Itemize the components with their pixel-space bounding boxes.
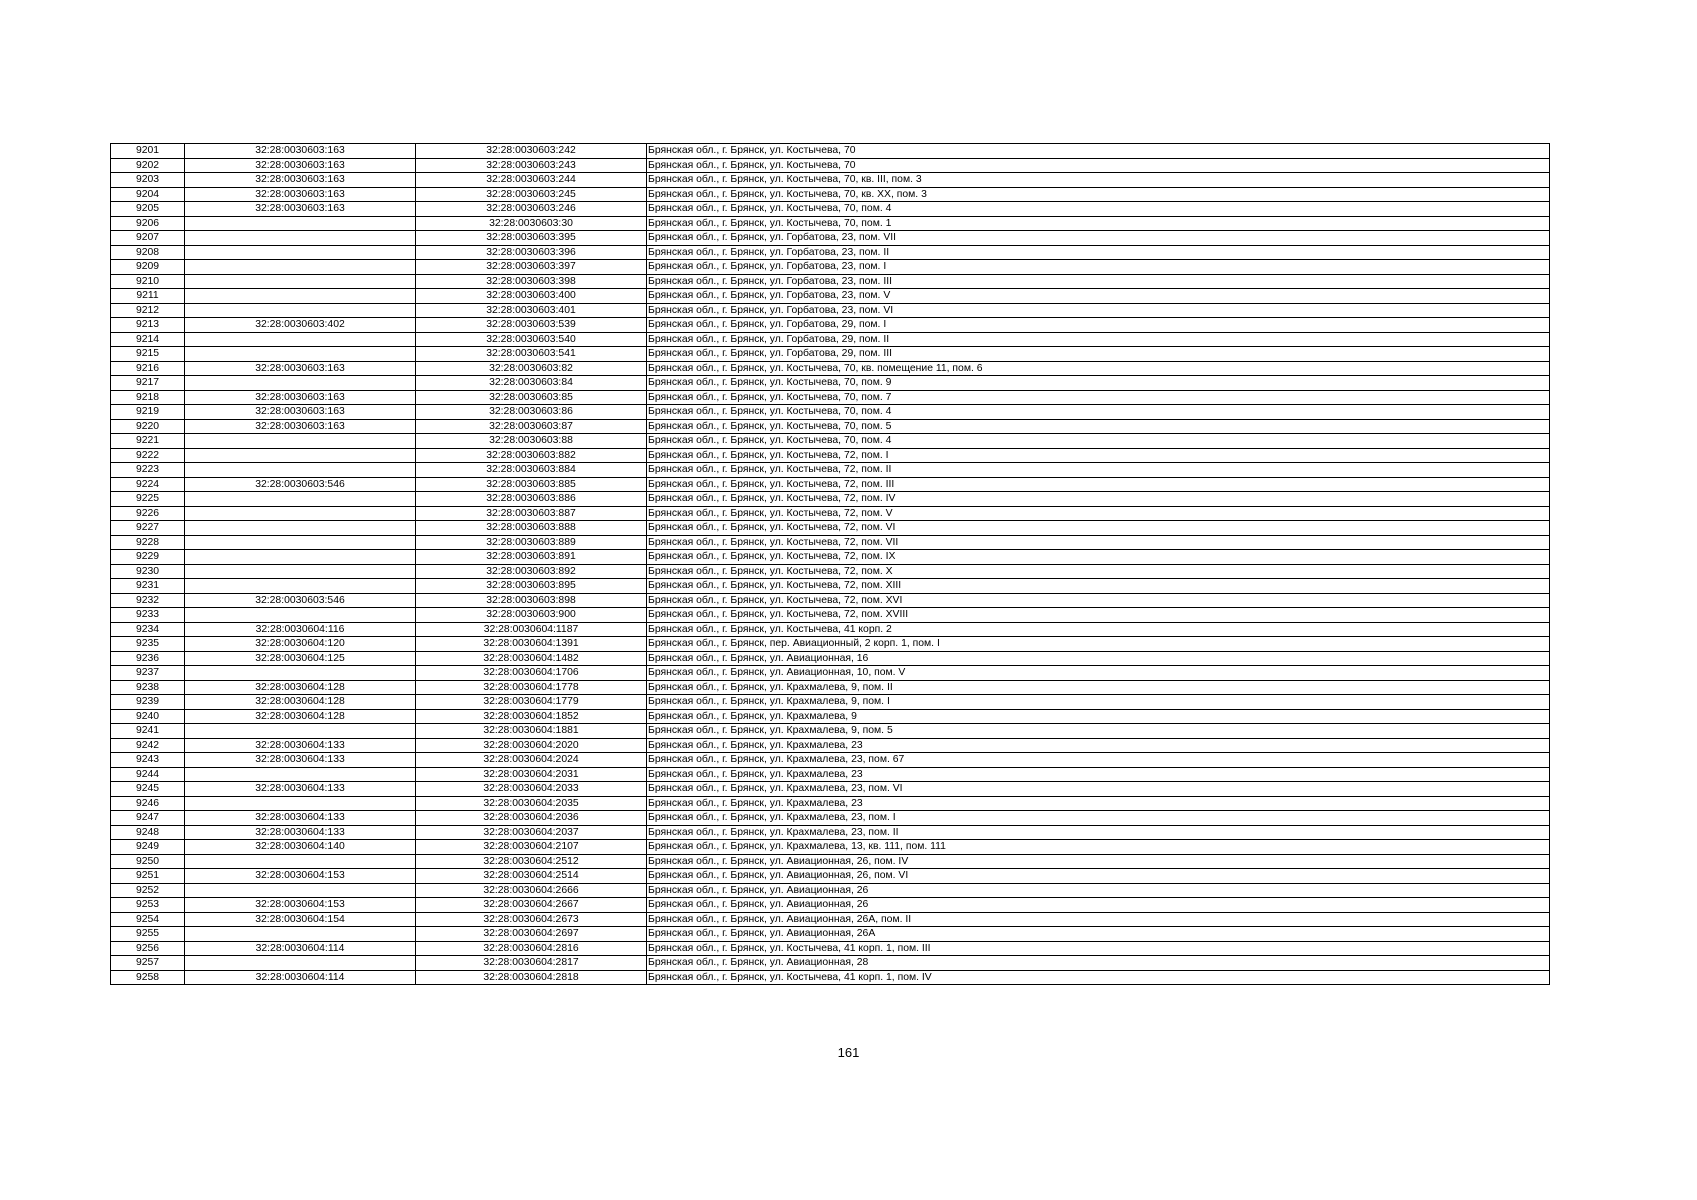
row-number-cell: 9243 — [111, 753, 185, 768]
address-cell: Брянская обл., г. Брянск, ул. Костычева, 70, кв. помещение 11, пом. 6 — [647, 361, 1550, 376]
table-row — [111, 956, 1550, 971]
table-row — [111, 593, 1550, 608]
table-row — [111, 796, 1550, 811]
cadastral-number-cell: 32:28:0030604:2020 — [416, 738, 647, 753]
address-cell: Брянская обл., г. Брянск, ул. Крахмалева, 23 — [647, 738, 1550, 753]
address-cell: Брянская обл., г. Брянск, ул. Крахмалева, 23 — [647, 767, 1550, 782]
parent-cadastral-number-cell — [185, 231, 416, 246]
parent-cadastral-number-cell — [185, 521, 416, 536]
parent-cadastral-number-cell — [185, 666, 416, 681]
parent-cadastral-number-cell: 32:28:0030604:154 — [185, 912, 416, 927]
table-row — [111, 666, 1550, 681]
cadastral-number-cell: 32:28:0030603:898 — [416, 593, 647, 608]
row-number-cell: 9224 — [111, 477, 185, 492]
address-cell: Брянская обл., г. Брянск, ул. Костычева, 72, пом. IV — [647, 492, 1550, 507]
table-row — [111, 970, 1550, 985]
row-number-cell: 9222 — [111, 448, 185, 463]
row-number-cell: 9242 — [111, 738, 185, 753]
table-row — [111, 318, 1550, 333]
address-cell: Брянская обл., г. Брянск, ул. Авиационная, 26 — [647, 883, 1550, 898]
address-cell: Брянская обл., г. Брянск, ул. Костычева, 72, пом. X — [647, 564, 1550, 579]
parent-cadastral-number-cell — [185, 332, 416, 347]
address-cell: Брянская обл., г. Брянск, ул. Костычева, 70 — [647, 144, 1550, 159]
parent-cadastral-number-cell: 32:28:0030604:125 — [185, 651, 416, 666]
table-row — [111, 347, 1550, 362]
row-number-cell: 9255 — [111, 927, 185, 942]
cadastral-number-cell: 32:28:0030603:86 — [416, 405, 647, 420]
parent-cadastral-number-cell — [185, 434, 416, 449]
parent-cadastral-number-cell — [185, 796, 416, 811]
cadastral-number-cell: 32:28:0030603:242 — [416, 144, 647, 159]
cadastral-number-cell: 32:28:0030604:1482 — [416, 651, 647, 666]
address-cell: Брянская обл., г. Брянск, ул. Крахмалева, 23, пом. II — [647, 825, 1550, 840]
cadastral-number-cell: 32:28:0030604:2035 — [416, 796, 647, 811]
row-number-cell: 9239 — [111, 695, 185, 710]
parent-cadastral-number-cell: 32:28:0030604:133 — [185, 825, 416, 840]
address-cell: Брянская обл., г. Брянск, ул. Горбатова, 23, пом. V — [647, 289, 1550, 304]
address-cell: Брянская обл., г. Брянск, ул. Костычева, 72, пом. V — [647, 506, 1550, 521]
cadastral-number-cell: 32:28:0030603:541 — [416, 347, 647, 362]
parent-cadastral-number-cell: 32:28:0030603:546 — [185, 593, 416, 608]
row-number-cell: 9232 — [111, 593, 185, 608]
parent-cadastral-number-cell: 32:28:0030604:153 — [185, 869, 416, 884]
table-row — [111, 724, 1550, 739]
address-cell: Брянская обл., г. Брянск, ул. Горбатова, 29, пом. III — [647, 347, 1550, 362]
page-number: 161 — [837, 1045, 860, 1060]
cadastral-number-cell: 32:28:0030603:889 — [416, 535, 647, 550]
row-number-cell: 9220 — [111, 419, 185, 434]
address-cell: Брянская обл., г. Брянск, ул. Горбатова, 23, пом. VI — [647, 303, 1550, 318]
cadastral-number-cell: 32:28:0030604:2512 — [416, 854, 647, 869]
table-row — [111, 927, 1550, 942]
table-row — [111, 463, 1550, 478]
cadastral-number-cell: 32:28:0030604:1187 — [416, 622, 647, 637]
parent-cadastral-number-cell — [185, 883, 416, 898]
parent-cadastral-number-cell — [185, 608, 416, 623]
table-row — [111, 260, 1550, 275]
table-row — [111, 941, 1550, 956]
cadastral-number-cell: 32:28:0030604:1852 — [416, 709, 647, 724]
table-row — [111, 883, 1550, 898]
cadastral-number-cell: 32:28:0030604:2666 — [416, 883, 647, 898]
table-row — [111, 709, 1550, 724]
row-number-cell: 9240 — [111, 709, 185, 724]
row-number-cell: 9258 — [111, 970, 185, 985]
table-row — [111, 637, 1550, 652]
row-number-cell: 9256 — [111, 941, 185, 956]
cadastral-number-cell: 32:28:0030604:2024 — [416, 753, 647, 768]
cadastral-number-cell: 32:28:0030603:396 — [416, 245, 647, 260]
cadastral-registry-table — [110, 143, 1550, 985]
row-number-cell: 9203 — [111, 173, 185, 188]
row-number-cell: 9251 — [111, 869, 185, 884]
table-row — [111, 898, 1550, 913]
cadastral-number-cell: 32:28:0030603:539 — [416, 318, 647, 333]
address-cell: Брянская обл., г. Брянск, ул. Горбатова, 23, пом. VII — [647, 231, 1550, 246]
address-cell: Брянская обл., г. Брянск, ул. Костычева, 41 корп. 1, пом. III — [647, 941, 1550, 956]
cadastral-number-cell: 32:28:0030604:1881 — [416, 724, 647, 739]
table-row — [111, 376, 1550, 391]
parent-cadastral-number-cell: 32:28:0030604:120 — [185, 637, 416, 652]
row-number-cell: 9215 — [111, 347, 185, 362]
address-cell: Брянская обл., г. Брянск, ул. Горбатова, 23, пом. I — [647, 260, 1550, 275]
cadastral-number-cell: 32:28:0030604:2816 — [416, 941, 647, 956]
table-row — [111, 535, 1550, 550]
address-cell: Брянская обл., г. Брянск, ул. Горбатова, 23, пом. II — [647, 245, 1550, 260]
parent-cadastral-number-cell — [185, 564, 416, 579]
table-row — [111, 245, 1550, 260]
table-row — [111, 564, 1550, 579]
row-number-cell: 9228 — [111, 535, 185, 550]
row-number-cell: 9223 — [111, 463, 185, 478]
cadastral-number-cell: 32:28:0030604:2697 — [416, 927, 647, 942]
parent-cadastral-number-cell: 32:28:0030603:163 — [185, 173, 416, 188]
parent-cadastral-number-cell: 32:28:0030603:163 — [185, 144, 416, 159]
address-cell: Брянская обл., г. Брянск, ул. Крахмалева, 23, пом. 67 — [647, 753, 1550, 768]
parent-cadastral-number-cell: 32:28:0030604:128 — [185, 709, 416, 724]
parent-cadastral-number-cell — [185, 289, 416, 304]
address-cell: Брянская обл., г. Брянск, ул. Костычева, 72, пом. III — [647, 477, 1550, 492]
table-row — [111, 419, 1550, 434]
table-row — [111, 332, 1550, 347]
parent-cadastral-number-cell — [185, 724, 416, 739]
address-cell: Брянская обл., г. Брянск, ул. Костычева, 70 — [647, 158, 1550, 173]
row-number-cell: 9248 — [111, 825, 185, 840]
row-number-cell: 9237 — [111, 666, 185, 681]
address-cell: Брянская обл., г. Брянск, ул. Костычева, 70, пом. 9 — [647, 376, 1550, 391]
cadastral-number-cell: 32:28:0030604:2514 — [416, 869, 647, 884]
row-number-cell: 9219 — [111, 405, 185, 420]
parent-cadastral-number-cell — [185, 303, 416, 318]
row-number-cell: 9254 — [111, 912, 185, 927]
cadastral-number-cell: 32:28:0030603:246 — [416, 202, 647, 217]
cadastral-number-cell: 32:28:0030603:85 — [416, 390, 647, 405]
parent-cadastral-number-cell — [185, 216, 416, 231]
parent-cadastral-number-cell: 32:28:0030603:163 — [185, 158, 416, 173]
cadastral-number-cell: 32:28:0030603:88 — [416, 434, 647, 449]
cadastral-number-cell: 32:28:0030604:1391 — [416, 637, 647, 652]
row-number-cell: 9249 — [111, 840, 185, 855]
table-row — [111, 492, 1550, 507]
table-row — [111, 187, 1550, 202]
cadastral-number-cell: 32:28:0030603:397 — [416, 260, 647, 275]
cadastral-number-cell: 32:28:0030604:2036 — [416, 811, 647, 826]
parent-cadastral-number-cell: 32:28:0030603:163 — [185, 390, 416, 405]
address-cell: Брянская обл., г. Брянск, ул. Горбатова, 29, пом. II — [647, 332, 1550, 347]
table-row — [111, 448, 1550, 463]
cadastral-number-cell: 32:28:0030603:82 — [416, 361, 647, 376]
address-cell: Брянская обл., г. Брянск, ул. Авиационная, 26, пом. IV — [647, 854, 1550, 869]
table-row — [111, 434, 1550, 449]
row-number-cell: 9246 — [111, 796, 185, 811]
address-cell: Брянская обл., г. Брянск, ул. Костычева, 70, пом. 4 — [647, 202, 1550, 217]
table-row — [111, 289, 1550, 304]
cadastral-number-cell: 32:28:0030603:30 — [416, 216, 647, 231]
row-number-cell: 9201 — [111, 144, 185, 159]
table-row — [111, 738, 1550, 753]
row-number-cell: 9245 — [111, 782, 185, 797]
address-cell: Брянская обл., г. Брянск, ул. Костычева, 72, пом. XVI — [647, 593, 1550, 608]
parent-cadastral-number-cell: 32:28:0030604:153 — [185, 898, 416, 913]
table-row — [111, 550, 1550, 565]
parent-cadastral-number-cell: 32:28:0030603:163 — [185, 202, 416, 217]
cadastral-number-cell: 32:28:0030604:2107 — [416, 840, 647, 855]
cadastral-number-cell: 32:28:0030603:87 — [416, 419, 647, 434]
row-number-cell: 9205 — [111, 202, 185, 217]
parent-cadastral-number-cell — [185, 854, 416, 869]
row-number-cell: 9231 — [111, 579, 185, 594]
row-number-cell: 9235 — [111, 637, 185, 652]
row-number-cell: 9253 — [111, 898, 185, 913]
table-row — [111, 202, 1550, 217]
parent-cadastral-number-cell: 32:28:0030604:128 — [185, 695, 416, 710]
address-cell: Брянская обл., г. Брянск, ул. Авиационная, 26, пом. VI — [647, 869, 1550, 884]
cadastral-number-cell: 32:28:0030603:891 — [416, 550, 647, 565]
row-number-cell: 9213 — [111, 318, 185, 333]
parent-cadastral-number-cell: 32:28:0030604:116 — [185, 622, 416, 637]
parent-cadastral-number-cell — [185, 956, 416, 971]
address-cell: Брянская обл., г. Брянск, ул. Крахмалева, 23 — [647, 796, 1550, 811]
address-cell: Брянская обл., г. Брянск, ул. Костычева, 70, пом. 4 — [647, 434, 1550, 449]
table-row — [111, 521, 1550, 536]
cadastral-number-cell: 32:28:0030603:886 — [416, 492, 647, 507]
table-row — [111, 173, 1550, 188]
table-row — [111, 506, 1550, 521]
address-cell: Брянская обл., г. Брянск, ул. Костычева, 70, пом. 5 — [647, 419, 1550, 434]
parent-cadastral-number-cell — [185, 550, 416, 565]
address-cell: Брянская обл., г. Брянск, ул. Крахмалева, 13, кв. 111, пом. 111 — [647, 840, 1550, 855]
cadastral-number-cell: 32:28:0030603:84 — [416, 376, 647, 391]
cadastral-number-cell: 32:28:0030603:887 — [416, 506, 647, 521]
address-cell: Брянская обл., г. Брянск, ул. Крахмалева, 9, пом. 5 — [647, 724, 1550, 739]
parent-cadastral-number-cell: 32:28:0030604:128 — [185, 680, 416, 695]
table-row — [111, 753, 1550, 768]
cadastral-number-cell: 32:28:0030603:888 — [416, 521, 647, 536]
parent-cadastral-number-cell: 32:28:0030604:133 — [185, 782, 416, 797]
address-cell: Брянская обл., г. Брянск, ул. Авиационная, 26А, пом. II — [647, 912, 1550, 927]
cadastral-number-cell: 32:28:0030603:398 — [416, 274, 647, 289]
parent-cadastral-number-cell — [185, 506, 416, 521]
table-row — [111, 854, 1550, 869]
table-row — [111, 579, 1550, 594]
cadastral-number-cell: 32:28:0030603:892 — [416, 564, 647, 579]
row-number-cell: 9202 — [111, 158, 185, 173]
cadastral-number-cell: 32:28:0030603:244 — [416, 173, 647, 188]
table-row — [111, 231, 1550, 246]
table-row — [111, 651, 1550, 666]
address-cell: Брянская обл., г. Брянск, ул. Костычева, 70, кв. XX, пом. 3 — [647, 187, 1550, 202]
cadastral-number-cell: 32:28:0030604:2818 — [416, 970, 647, 985]
address-cell: Брянская обл., г. Брянск, ул. Горбатова, 23, пом. III — [647, 274, 1550, 289]
parent-cadastral-number-cell — [185, 463, 416, 478]
address-cell: Брянская обл., г. Брянск, ул. Костычева, 72, пом. II — [647, 463, 1550, 478]
row-number-cell: 9208 — [111, 245, 185, 260]
row-number-cell: 9230 — [111, 564, 185, 579]
address-cell: Брянская обл., г. Брянск, ул. Костычева, 72, пом. XVIII — [647, 608, 1550, 623]
row-number-cell: 9257 — [111, 956, 185, 971]
table-row — [111, 811, 1550, 826]
parent-cadastral-number-cell: 32:28:0030604:140 — [185, 840, 416, 855]
parent-cadastral-number-cell: 32:28:0030603:163 — [185, 419, 416, 434]
address-cell: Брянская обл., г. Брянск, ул. Крахмалева, 23, пом. I — [647, 811, 1550, 826]
row-number-cell: 9211 — [111, 289, 185, 304]
row-number-cell: 9250 — [111, 854, 185, 869]
table-row — [111, 912, 1550, 927]
table-row — [111, 144, 1550, 159]
table-row — [111, 622, 1550, 637]
row-number-cell: 9241 — [111, 724, 185, 739]
address-cell: Брянская обл., г. Брянск, ул. Горбатова, 29, пом. I — [647, 318, 1550, 333]
cadastral-number-cell: 32:28:0030603:900 — [416, 608, 647, 623]
address-cell: Брянская обл., г. Брянск, ул. Костычева, 72, пом. XIII — [647, 579, 1550, 594]
table-row — [111, 216, 1550, 231]
row-number-cell: 9225 — [111, 492, 185, 507]
cadastral-number-cell: 32:28:0030604:2667 — [416, 898, 647, 913]
row-number-cell: 9218 — [111, 390, 185, 405]
table-row — [111, 869, 1550, 884]
table-row — [111, 477, 1550, 492]
table-row — [111, 390, 1550, 405]
address-cell: Брянская обл., г. Брянск, ул. Авиационная, 26А — [647, 927, 1550, 942]
address-cell: Брянская обл., г. Брянск, ул. Костычева, 70, кв. III, пом. 3 — [647, 173, 1550, 188]
parent-cadastral-number-cell: 32:28:0030603:402 — [185, 318, 416, 333]
table-row — [111, 825, 1550, 840]
cadastral-number-cell: 32:28:0030603:395 — [416, 231, 647, 246]
address-cell: Брянская обл., г. Брянск, ул. Крахмалева, 9, пом. II — [647, 680, 1550, 695]
address-cell: Брянская обл., г. Брянск, ул. Костычева, 72, пом. VII — [647, 535, 1550, 550]
parent-cadastral-number-cell — [185, 448, 416, 463]
table-row — [111, 695, 1550, 710]
cadastral-number-cell: 32:28:0030604:2673 — [416, 912, 647, 927]
table-row — [111, 405, 1550, 420]
row-number-cell: 9233 — [111, 608, 185, 623]
parent-cadastral-number-cell: 32:28:0030603:163 — [185, 361, 416, 376]
row-number-cell: 9216 — [111, 361, 185, 376]
cadastral-number-cell: 32:28:0030604:1779 — [416, 695, 647, 710]
cadastral-number-cell: 32:28:0030603:401 — [416, 303, 647, 318]
row-number-cell: 9212 — [111, 303, 185, 318]
parent-cadastral-number-cell — [185, 376, 416, 391]
address-cell: Брянская обл., г. Брянск, ул. Крахмалева, 9, пом. I — [647, 695, 1550, 710]
parent-cadastral-number-cell — [185, 492, 416, 507]
cadastral-number-cell: 32:28:0030603:882 — [416, 448, 647, 463]
address-cell: Брянская обл., г. Брянск, ул. Авиационная, 10, пом. V — [647, 666, 1550, 681]
parent-cadastral-number-cell — [185, 245, 416, 260]
table-row — [111, 158, 1550, 173]
cadastral-number-cell: 32:28:0030603:895 — [416, 579, 647, 594]
parent-cadastral-number-cell — [185, 767, 416, 782]
parent-cadastral-number-cell: 32:28:0030604:114 — [185, 941, 416, 956]
address-cell: Брянская обл., г. Брянск, ул. Костычева, 72, пом. VI — [647, 521, 1550, 536]
parent-cadastral-number-cell — [185, 347, 416, 362]
address-cell: Брянская обл., г. Брянск, ул. Костычева, 70, пом. 1 — [647, 216, 1550, 231]
address-cell: Брянская обл., г. Брянск, ул. Авиационная, 26 — [647, 898, 1550, 913]
row-number-cell: 9252 — [111, 883, 185, 898]
row-number-cell: 9214 — [111, 332, 185, 347]
table-row — [111, 274, 1550, 289]
parent-cadastral-number-cell: 32:28:0030604:133 — [185, 753, 416, 768]
parent-cadastral-number-cell: 32:28:0030603:163 — [185, 405, 416, 420]
address-cell: Брянская обл., г. Брянск, ул. Костычева, 70, пом. 4 — [647, 405, 1550, 420]
row-number-cell: 9229 — [111, 550, 185, 565]
row-number-cell: 9206 — [111, 216, 185, 231]
row-number-cell: 9209 — [111, 260, 185, 275]
row-number-cell: 9236 — [111, 651, 185, 666]
cadastral-number-cell: 32:28:0030604:2031 — [416, 767, 647, 782]
parent-cadastral-number-cell: 32:28:0030604:133 — [185, 811, 416, 826]
parent-cadastral-number-cell — [185, 260, 416, 275]
registry-table-body — [111, 144, 1550, 985]
address-cell: Брянская обл., г. Брянск, ул. Костычева, 72, пом. IX — [647, 550, 1550, 565]
cadastral-number-cell: 32:28:0030603:400 — [416, 289, 647, 304]
address-cell: Брянская обл., г. Брянск, ул. Крахмалева, 23, пом. VI — [647, 782, 1550, 797]
address-cell: Брянская обл., г. Брянск, ул. Авиационная, 16 — [647, 651, 1550, 666]
cadastral-number-cell: 32:28:0030604:1706 — [416, 666, 647, 681]
row-number-cell: 9204 — [111, 187, 185, 202]
cadastral-number-cell: 32:28:0030604:2817 — [416, 956, 647, 971]
row-number-cell: 9244 — [111, 767, 185, 782]
row-number-cell: 9247 — [111, 811, 185, 826]
cadastral-number-cell: 32:28:0030603:885 — [416, 477, 647, 492]
address-cell: Брянская обл., г. Брянск, ул. Костычева, 41 корп. 2 — [647, 622, 1550, 637]
table-row — [111, 767, 1550, 782]
row-number-cell: 9234 — [111, 622, 185, 637]
parent-cadastral-number-cell: 32:28:0030604:114 — [185, 970, 416, 985]
row-number-cell: 9227 — [111, 521, 185, 536]
table-row — [111, 608, 1550, 623]
address-cell: Брянская обл., г. Брянск, пер. Авиационный, 2 корп. 1, пом. I — [647, 637, 1550, 652]
row-number-cell: 9238 — [111, 680, 185, 695]
parent-cadastral-number-cell: 32:28:0030603:546 — [185, 477, 416, 492]
row-number-cell: 9221 — [111, 434, 185, 449]
parent-cadastral-number-cell: 32:28:0030603:163 — [185, 187, 416, 202]
table-row — [111, 782, 1550, 797]
parent-cadastral-number-cell — [185, 535, 416, 550]
address-cell: Брянская обл., г. Брянск, ул. Костычева, 41 корп. 1, пом. IV — [647, 970, 1550, 985]
address-cell: Брянская обл., г. Брянск, ул. Авиационная, 28 — [647, 956, 1550, 971]
parent-cadastral-number-cell — [185, 927, 416, 942]
table-row — [111, 840, 1550, 855]
row-number-cell: 9207 — [111, 231, 185, 246]
table-row — [111, 303, 1550, 318]
row-number-cell: 9217 — [111, 376, 185, 391]
address-cell: Брянская обл., г. Брянск, ул. Костычева, 72, пом. I — [647, 448, 1550, 463]
cadastral-number-cell: 32:28:0030604:2033 — [416, 782, 647, 797]
parent-cadastral-number-cell — [185, 579, 416, 594]
parent-cadastral-number-cell: 32:28:0030604:133 — [185, 738, 416, 753]
row-number-cell: 9210 — [111, 274, 185, 289]
parent-cadastral-number-cell — [185, 274, 416, 289]
address-cell: Брянская обл., г. Брянск, ул. Костычева, 70, пом. 7 — [647, 390, 1550, 405]
address-cell: Брянская обл., г. Брянск, ул. Крахмалева, 9 — [647, 709, 1550, 724]
table-row — [111, 361, 1550, 376]
cadastral-number-cell: 32:28:0030604:2037 — [416, 825, 647, 840]
row-number-cell: 9226 — [111, 506, 185, 521]
cadastral-number-cell: 32:28:0030604:1778 — [416, 680, 647, 695]
cadastral-number-cell: 32:28:0030603:540 — [416, 332, 647, 347]
cadastral-number-cell: 32:28:0030603:884 — [416, 463, 647, 478]
cadastral-number-cell: 32:28:0030603:245 — [416, 187, 647, 202]
table-row — [111, 680, 1550, 695]
cadastral-number-cell: 32:28:0030603:243 — [416, 158, 647, 173]
